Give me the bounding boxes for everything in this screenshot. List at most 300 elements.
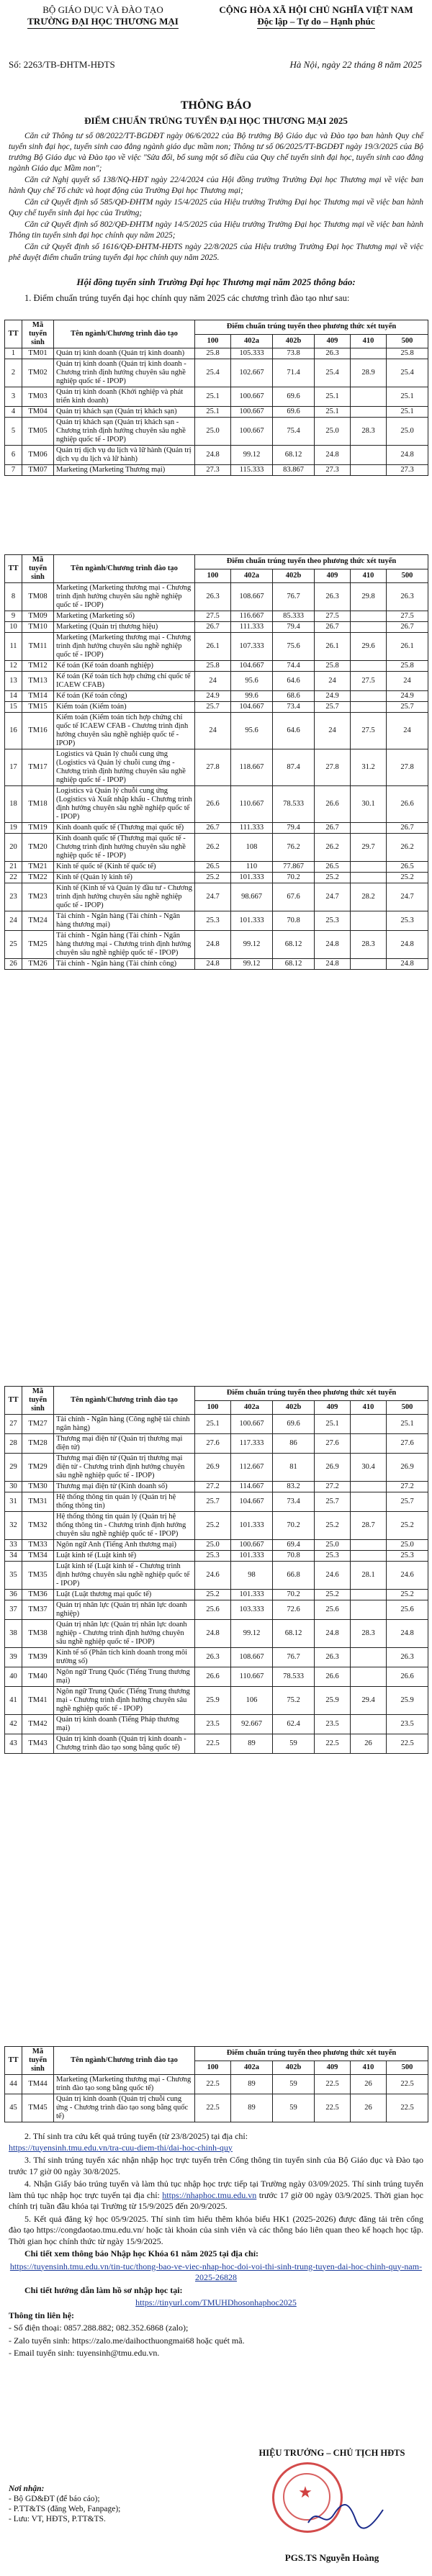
row-score: 25.2 xyxy=(195,1590,231,1600)
row-score xyxy=(351,702,387,713)
row-score: 85.333 xyxy=(273,611,315,622)
row-score: 26.6 xyxy=(195,786,231,823)
column-header-method: 402a xyxy=(231,569,273,583)
row-score: 25.1 xyxy=(387,407,428,418)
row-program-name: Thương mại điện tử (Quản trị thương mại điện tử) xyxy=(54,1434,195,1454)
column-header-name: Tên ngành/Chương trình đào tạo xyxy=(54,2047,195,2075)
row-score: 30.4 xyxy=(351,1454,387,1482)
row-score: 25.2 xyxy=(195,1512,231,1540)
row-score: 25.9 xyxy=(195,1687,231,1715)
row-score: 27.3 xyxy=(315,465,351,476)
row-score: 111.333 xyxy=(231,823,273,834)
row-score: 24.6 xyxy=(315,1562,351,1590)
row-score: 27.8 xyxy=(195,749,231,786)
table-row xyxy=(5,633,428,661)
row-score: 25.1 xyxy=(195,407,231,418)
table-row xyxy=(5,1512,428,1540)
column-header-tt: TT xyxy=(5,2047,22,2075)
row-score: 24 xyxy=(195,672,231,691)
row-score: 108 xyxy=(231,834,273,862)
row-score: 24.7 xyxy=(195,883,231,911)
row-program-name: Marketing (Marketing số) xyxy=(54,611,195,622)
row-score xyxy=(351,959,387,970)
row-code: TM03 xyxy=(22,387,54,407)
row-code: TM23 xyxy=(22,883,54,911)
column-header-scores: Điểm chuẩn trúng tuyển theo phương thức xét tuyển xyxy=(195,555,428,569)
row-tt: 39 xyxy=(5,1648,22,1667)
row-score: 25.3 xyxy=(195,911,231,931)
row-score: 27.8 xyxy=(387,749,428,786)
row-score: 26.6 xyxy=(195,1667,231,1687)
row-score: 118.667 xyxy=(231,749,273,786)
row-score: 70.2 xyxy=(273,873,315,883)
table-row xyxy=(5,2094,428,2122)
row-score: 26.1 xyxy=(315,633,351,661)
row-score: 106 xyxy=(231,1687,273,1715)
row-score: 26.9 xyxy=(387,1454,428,1482)
row-score: 24.8 xyxy=(387,959,428,970)
signer-role: HIỆU TRƯỞNG – CHỦ TỊCH HĐTS xyxy=(258,2448,405,2458)
row-score: 25.2 xyxy=(315,1512,351,1540)
row-tt: 26 xyxy=(5,959,22,970)
row-code: TM28 xyxy=(22,1434,54,1454)
row-program-name: Ngôn ngữ Trung Quốc (Tiếng Trung thương mại - Chương trình định hướng chuyên sâu nghề nghiệp quốc tế - IPOP) xyxy=(54,1687,195,1715)
row-score: 25.4 xyxy=(387,359,428,387)
row-score: 25.0 xyxy=(195,1540,231,1551)
column-header-scores: Điểm chuẩn trúng tuyển theo phương thức xét tuyển xyxy=(195,1387,428,1401)
enrollment-link[interactable]: https://nhaphoc.tmu.edu.vn xyxy=(162,2189,257,2200)
row-code: TM32 xyxy=(22,1512,54,1540)
row-tt: 28 xyxy=(5,1434,22,1454)
row-score: 77.867 xyxy=(273,862,315,873)
row-score: 64.6 xyxy=(273,713,315,749)
row-score: 26 xyxy=(351,1734,387,1754)
lookup-link[interactable]: https://tuyensinh.tmu.edu.vn/tra-cuu-diem-thi/dai-hoc-chinh-quy xyxy=(9,2142,233,2153)
row-program-name: Kiểm toán (Kiểm toán) xyxy=(54,702,195,713)
table-row xyxy=(5,1687,428,1715)
score-table xyxy=(4,554,428,970)
table-row xyxy=(5,2075,428,2094)
row-tt: 33 xyxy=(5,1540,22,1551)
row-score: 95.6 xyxy=(231,713,273,749)
column-header-method: 402a xyxy=(231,1400,273,1415)
table-row xyxy=(5,1734,428,1754)
table-row xyxy=(5,1715,428,1734)
row-score: 29.7 xyxy=(351,834,387,862)
row-score xyxy=(351,823,387,834)
row-score: 86 xyxy=(273,1434,315,1454)
row-code: TM42 xyxy=(22,1715,54,1734)
table-row xyxy=(5,823,428,834)
row-score: 101.333 xyxy=(231,1551,273,1562)
table-row xyxy=(5,931,428,959)
row-score: 26.6 xyxy=(315,1667,351,1687)
row-score: 99.12 xyxy=(231,446,273,465)
row-program-name: Luật (Luật thương mại quốc tế) xyxy=(54,1590,195,1600)
column-header-code: Mã tuyển sinh xyxy=(22,320,54,348)
row-score: 23.5 xyxy=(387,1715,428,1734)
nation-block xyxy=(206,4,426,29)
row-score: 25.1 xyxy=(195,1415,231,1434)
row-tt: 8 xyxy=(5,583,22,611)
row-score: 27.5 xyxy=(315,611,351,622)
row-score xyxy=(351,1590,387,1600)
table-row xyxy=(5,387,428,407)
row-score: 100.667 xyxy=(231,407,273,418)
row-tt: 29 xyxy=(5,1454,22,1482)
row-code: TM18 xyxy=(22,786,54,823)
row-code: TM08 xyxy=(22,583,54,611)
document-number: Số: 2263/TB-ĐHTM-HĐTS xyxy=(9,59,115,70)
row-tt: 35 xyxy=(5,1562,22,1590)
row-score: 112.667 xyxy=(231,1454,273,1482)
row-score xyxy=(351,1551,387,1562)
legal-basis-item: Căn cứ Quyết định số 802/QĐ-ĐHTM ngày 14/5/2025 của Hiệu trưởng Trường Đại học Thương mại về việc ban hành Thông tin tuyển sinh đại học chính quy năm 2025; xyxy=(9,220,423,240)
table-row xyxy=(5,786,428,823)
row-score: 66.8 xyxy=(273,1562,315,1590)
table-row xyxy=(5,446,428,465)
table-row xyxy=(5,911,428,931)
row-score: 24.8 xyxy=(315,446,351,465)
row-score: 108.667 xyxy=(231,583,273,611)
row-score: 28.2 xyxy=(351,883,387,911)
row-score: 25.6 xyxy=(387,1600,428,1620)
row-score: 68.6 xyxy=(273,691,315,702)
row-score: 25.0 xyxy=(387,418,428,446)
row-score xyxy=(351,465,387,476)
row-score: 25.8 xyxy=(195,348,231,359)
column-header-scores: Điểm chuẩn trúng tuyển theo phương thức xét tuyển xyxy=(195,320,428,335)
row-code: TM14 xyxy=(22,691,54,702)
row-score: 25.3 xyxy=(315,1551,351,1562)
row-score: 24 xyxy=(387,713,428,749)
column-header-name: Tên ngành/Chương trình đào tạo xyxy=(54,1387,195,1415)
column-header-method: 402b xyxy=(273,569,315,583)
row-program-name: Tài chính - Ngân hàng (Tài chính - Ngân hàng thương mại - Chương trình định hướng chuyên sâu nghề nghiệp quốc tế - IPOP) xyxy=(54,931,195,959)
row-score: 75.4 xyxy=(273,418,315,446)
contact-phone: - Số điện thoại: 0857.288.882; 082.352.6868 (zalo); xyxy=(9,2323,189,2333)
row-score: 76.7 xyxy=(273,583,315,611)
table-row xyxy=(5,1540,428,1551)
row-score: 22.5 xyxy=(315,2094,351,2122)
row-tt: 22 xyxy=(5,873,22,883)
row-score: 25.3 xyxy=(387,911,428,931)
row-score: 110.667 xyxy=(231,1667,273,1687)
row-score xyxy=(351,691,387,702)
decision-heading: Hội đồng tuyển sinh Trường Đại học Thương mại năm 2025 thông báo: xyxy=(76,276,356,287)
row-score: 24.8 xyxy=(315,1620,351,1648)
document-header xyxy=(0,0,432,97)
row-code: TM39 xyxy=(22,1648,54,1667)
row-score: 26.3 xyxy=(315,348,351,359)
table-row xyxy=(5,348,428,359)
row-score: 28.7 xyxy=(351,1512,387,1540)
note-5: 5. Kết quả đăng ký học 05/9/2025. Thí sinh tìm hiểu thêm khóa biểu HK1 (2025-2026) được đăng tải trên cổng đào tạo https://congdaotao.tmu.edu.vn/ hoặc tài khoản của sinh viên và các thông báo liên quan theo kế hoạch học tập. Thời gian học chính thức từ ngày 15/9/2025. xyxy=(9,2213,423,2246)
row-code: TM26 xyxy=(22,959,54,970)
row-score: 26.1 xyxy=(387,633,428,661)
row-score: 28.3 xyxy=(351,1620,387,1648)
legal-basis xyxy=(9,131,423,264)
row-score: 103.333 xyxy=(231,1600,273,1620)
column-header-scores: Điểm chuẩn trúng tuyển theo phương thức xét tuyển xyxy=(195,2047,428,2061)
table-row xyxy=(5,622,428,633)
column-header-method: 402b xyxy=(273,2061,315,2075)
row-code: TM43 xyxy=(22,1734,54,1754)
row-score: 25.9 xyxy=(315,1687,351,1715)
row-score xyxy=(351,611,387,622)
row-score: 27.2 xyxy=(195,1482,231,1492)
column-header-method: 500 xyxy=(387,334,428,348)
row-score: 22.5 xyxy=(387,2075,428,2094)
row-score: 76.2 xyxy=(273,834,315,862)
column-header-method: 410 xyxy=(351,569,387,583)
row-score xyxy=(351,1415,387,1434)
row-score: 26.6 xyxy=(315,786,351,823)
table-row xyxy=(5,1434,428,1454)
row-score: 26.9 xyxy=(315,1454,351,1482)
row-tt: 2 xyxy=(5,359,22,387)
recipients-title: Nơi nhận: xyxy=(9,2485,45,2493)
note-4b: Thí sinh trúng tuyển làm thủ tục nhập học trực tuyến tại địa chỉ: xyxy=(9,2179,423,2200)
legal-basis-item: Căn cứ Nghị quyết số 138/NQ-HĐT ngày 22/4/2024 của Hội đồng trường Trường Đại học Thương mại về việc ban hành Quy chế Tổ chức và hoạt động của Trường Đại học Thương mại; xyxy=(9,176,423,195)
row-program-name: Tài chính - Ngân hàng (Công nghệ tài chính ngân hàng) xyxy=(54,1415,195,1434)
row-score: 24.8 xyxy=(195,1620,231,1648)
row-score: 22.5 xyxy=(387,1734,428,1754)
row-tt: 5 xyxy=(5,418,22,446)
row-tt: 12 xyxy=(5,661,22,672)
row-program-name: Kiểm toán (Kiểm toán tích hợp chứng chỉ quốc tế ICAEW CFAB - Chương trình định hướng chuyên sâu nghề nghiệp quốc tế - IPOP) xyxy=(54,713,195,749)
row-score: 108.667 xyxy=(231,1648,273,1667)
row-score: 68.12 xyxy=(273,1620,315,1648)
row-score: 25.6 xyxy=(315,1600,351,1620)
row-score: 24.6 xyxy=(195,1562,231,1590)
row-program-name: Marketing (Marketing thương mại - Chương trình định hướng chuyên sâu nghề nghiệp quốc tế - IPOP) xyxy=(54,583,195,611)
row-score: 22.5 xyxy=(195,2075,231,2094)
score-table xyxy=(4,1386,428,1754)
row-score: 26.9 xyxy=(195,1454,231,1482)
row-program-name: Thương mại điện tử (Kinh doanh số) xyxy=(54,1482,195,1492)
row-score: 70.2 xyxy=(273,1512,315,1540)
row-score: 95.6 xyxy=(231,672,273,691)
row-score: 81 xyxy=(273,1454,315,1482)
table-row xyxy=(5,407,428,418)
row-code: TM11 xyxy=(22,633,54,661)
row-tt: 21 xyxy=(5,862,22,873)
row-code: TM02 xyxy=(22,359,54,387)
row-score xyxy=(351,862,387,873)
row-score xyxy=(351,1648,387,1667)
row-tt: 32 xyxy=(5,1512,22,1540)
row-program-name: Marketing (Marketing Thương mại) xyxy=(54,465,195,476)
row-score: 111.333 xyxy=(231,622,273,633)
detail-label: Chi tiết xem thông báo Nhập học Khóa 61 năm 2025 tại địa chỉ: xyxy=(24,2248,259,2258)
row-score: 104.667 xyxy=(231,702,273,713)
row-tt: 37 xyxy=(5,1600,22,1620)
row-program-name: Thương mại điện tử (Quản trị thương mại điện tử - Chương trình định hướng chuyên sâu nghề nghiệp quốc tế - IPOP) xyxy=(54,1454,195,1482)
row-score: 26.7 xyxy=(387,622,428,633)
row-score: 100.667 xyxy=(231,1415,273,1434)
row-score: 68.12 xyxy=(273,931,315,959)
table-row xyxy=(5,862,428,873)
row-score xyxy=(351,873,387,883)
table-header-row xyxy=(5,1387,428,1401)
column-header-method: 402b xyxy=(273,334,315,348)
row-program-name: Tài chính - Ngân hàng (Tài chính - Ngân hàng thương mại) xyxy=(54,911,195,931)
row-score: 25.6 xyxy=(195,1600,231,1620)
column-header-code: Mã tuyển sinh xyxy=(22,555,54,583)
table-row xyxy=(5,959,428,970)
row-tt: 25 xyxy=(5,931,22,959)
row-score xyxy=(351,661,387,672)
row-score: 24.6 xyxy=(387,1562,428,1590)
row-score: 69.6 xyxy=(273,387,315,407)
row-score: 24 xyxy=(195,713,231,749)
row-score: 110 xyxy=(231,862,273,873)
row-score: 117.333 xyxy=(231,1434,273,1454)
nation-name: CỘNG HÒA XÃ HỘI CHỦ NGHĨA VIỆT NAM xyxy=(219,4,413,15)
row-score: 25.7 xyxy=(315,1492,351,1512)
row-score: 26.3 xyxy=(387,583,428,611)
table-header-row xyxy=(5,320,428,335)
table-row xyxy=(5,1620,428,1648)
row-code: TM22 xyxy=(22,873,54,883)
row-program-name: Hệ thống thông tin quản lý (Quản trị hệ thống thông tin) xyxy=(54,1492,195,1512)
row-score: 28.1 xyxy=(351,1562,387,1590)
document-subtitle: ĐIỂM CHUẨN TRÚNG TUYỂN ĐẠI HỌC THƯƠNG MẠI 2025 xyxy=(84,115,348,126)
row-code: TM41 xyxy=(22,1687,54,1715)
row-program-name: Quản trị kinh doanh (Khởi nghiệp và phát triển kinh doanh) xyxy=(54,387,195,407)
table-row xyxy=(5,1590,428,1600)
detail-link[interactable]: https://tuyensinh.tmu.edu.vn/tin-tuc/thong-bao-ve-viec-nhap-hoc-doi-voi-thi-sinh-trung-tuyen-dai-hoc-chinh-quy-nam-2025-26828 xyxy=(9,2261,423,2282)
row-score: 28.3 xyxy=(351,418,387,446)
row-tt: 18 xyxy=(5,786,22,823)
row-score: 25.8 xyxy=(315,661,351,672)
row-score: 64.6 xyxy=(273,672,315,691)
row-score: 25.8 xyxy=(195,661,231,672)
row-score: 25.4 xyxy=(195,359,231,387)
row-tt: 30 xyxy=(5,1482,22,1492)
score-table xyxy=(4,2046,428,2122)
row-code: TM34 xyxy=(22,1551,54,1562)
row-score: 25.7 xyxy=(315,702,351,713)
recipient-item: - P.TT&TS (đăng Web, Fanpage); xyxy=(9,2505,121,2513)
row-score: 26.2 xyxy=(387,834,428,862)
row-code: TM21 xyxy=(22,862,54,873)
table-row xyxy=(5,1415,428,1434)
row-code: TM38 xyxy=(22,1620,54,1648)
row-tt: 9 xyxy=(5,611,22,622)
row-score: 27.3 xyxy=(195,465,231,476)
row-score: 27.2 xyxy=(315,1482,351,1492)
row-tt: 3 xyxy=(5,387,22,407)
row-score: 101.333 xyxy=(231,1512,273,1540)
recipients xyxy=(9,2484,225,2524)
row-program-name: Marketing (Marketing thương mại - Chương trình đào tạo song bằng quốc tế) xyxy=(54,2075,195,2094)
table-row xyxy=(5,583,428,611)
row-score xyxy=(351,407,387,418)
row-code: TM29 xyxy=(22,1454,54,1482)
recipient-item: - Lưu: VT, HĐTS, P.TT&TS. xyxy=(9,2515,106,2523)
note-4c: trước 17 giờ 00 ngày 03/9/2025. Thời gian học chính trị tuần đầu khóa tại Trường từ 15/9/2025 đến 20/9/2025. xyxy=(9,2189,424,2211)
intro-text: 1. Điểm chuẩn trúng tuyển đại học chính quy năm 2025 các chương trình đào tạo như sau: xyxy=(24,293,350,303)
row-score: 69.6 xyxy=(273,407,315,418)
table-row xyxy=(5,418,428,446)
row-score: 27.8 xyxy=(315,749,351,786)
row-program-name: Quản trị kinh doanh (Quản trị kinh doanh - Chương trình đào tạo song bằng quốc tế) xyxy=(54,1734,195,1754)
motto: Độc lập – Tự do – Hạnh phúc xyxy=(257,16,374,29)
row-score: 31.2 xyxy=(351,749,387,786)
row-score: 24 xyxy=(387,672,428,691)
row-score: 25.2 xyxy=(387,873,428,883)
row-score: 24.8 xyxy=(387,1620,428,1648)
row-score: 98 xyxy=(231,1562,273,1590)
row-score xyxy=(351,1434,387,1454)
column-header-method: 100 xyxy=(195,1400,231,1415)
note-2: 2. Thí sinh tra cứu kết quả trúng tuyển (từ 23/8/2025) tại địa chỉ: xyxy=(24,2131,248,2141)
row-code: TM17 xyxy=(22,749,54,786)
row-score: 22.5 xyxy=(387,2094,428,2122)
row-code: TM01 xyxy=(22,348,54,359)
row-score: 73.4 xyxy=(273,1492,315,1512)
row-score: 25.2 xyxy=(387,1590,428,1600)
row-code: TM25 xyxy=(22,931,54,959)
row-tt: 14 xyxy=(5,691,22,702)
row-score: 26.3 xyxy=(195,1648,231,1667)
ministry-name: BỘ GIÁO DỤC VÀ ĐÀO TẠO xyxy=(42,4,163,15)
row-program-name: Kế toán (Kế toán doanh nghiệp) xyxy=(54,661,195,672)
row-code: TM20 xyxy=(22,834,54,862)
row-score: 23.5 xyxy=(315,1715,351,1734)
row-score: 110.667 xyxy=(231,786,273,823)
row-program-name: Kinh doanh quốc tế (Thương mại quốc tế) xyxy=(54,823,195,834)
row-score: 26.7 xyxy=(315,823,351,834)
row-tt: 11 xyxy=(5,633,22,661)
row-program-name: Quản trị khách sạn (Quản trị khách sạn) xyxy=(54,407,195,418)
row-score xyxy=(351,1715,387,1734)
row-tt: 45 xyxy=(5,2094,22,2122)
row-score: 79.4 xyxy=(273,823,315,834)
row-score xyxy=(351,911,387,931)
row-tt: 20 xyxy=(5,834,22,862)
table-row xyxy=(5,1600,428,1620)
column-header-method: 410 xyxy=(351,2061,387,2075)
table-row xyxy=(5,1648,428,1667)
document-date: Hà Nội, ngày 22 tháng 8 năm 2025 xyxy=(289,59,422,70)
row-program-name: Quản trị nhân lực (Quản trị nhân lực doanh nghiệp - Chương trình định hướng chuyên sâu nghề nghiệp quốc tế - IPOP) xyxy=(54,1620,195,1648)
column-header-method: 402a xyxy=(231,2061,273,2075)
row-program-name: Luật kinh tế (Luật kinh tế - Chương trình định hướng chuyên sâu nghề nghiệp quốc tế - IPOP) xyxy=(54,1562,195,1590)
row-code: TM05 xyxy=(22,418,54,446)
row-score: 68.12 xyxy=(273,446,315,465)
row-score: 71.4 xyxy=(273,359,315,387)
row-score: 25.7 xyxy=(387,1492,428,1512)
row-score: 25.2 xyxy=(315,1590,351,1600)
column-header-method: 100 xyxy=(195,569,231,583)
row-tt: 24 xyxy=(5,911,22,931)
row-score: 107.333 xyxy=(231,633,273,661)
row-score: 25.9 xyxy=(387,1687,428,1715)
row-score: 24.8 xyxy=(195,959,231,970)
row-score: 25.8 xyxy=(387,348,428,359)
row-score: 70.2 xyxy=(273,1590,315,1600)
row-code: TM31 xyxy=(22,1492,54,1512)
row-score: 26.5 xyxy=(315,862,351,873)
row-score: 104.667 xyxy=(231,1492,273,1512)
row-score: 25.0 xyxy=(195,418,231,446)
guide-link[interactable]: https://tinyurl.com/TMUHDhosonhaphoc2025 xyxy=(135,2297,297,2307)
row-tt: 38 xyxy=(5,1620,22,1648)
row-score: 78.533 xyxy=(273,1667,315,1687)
